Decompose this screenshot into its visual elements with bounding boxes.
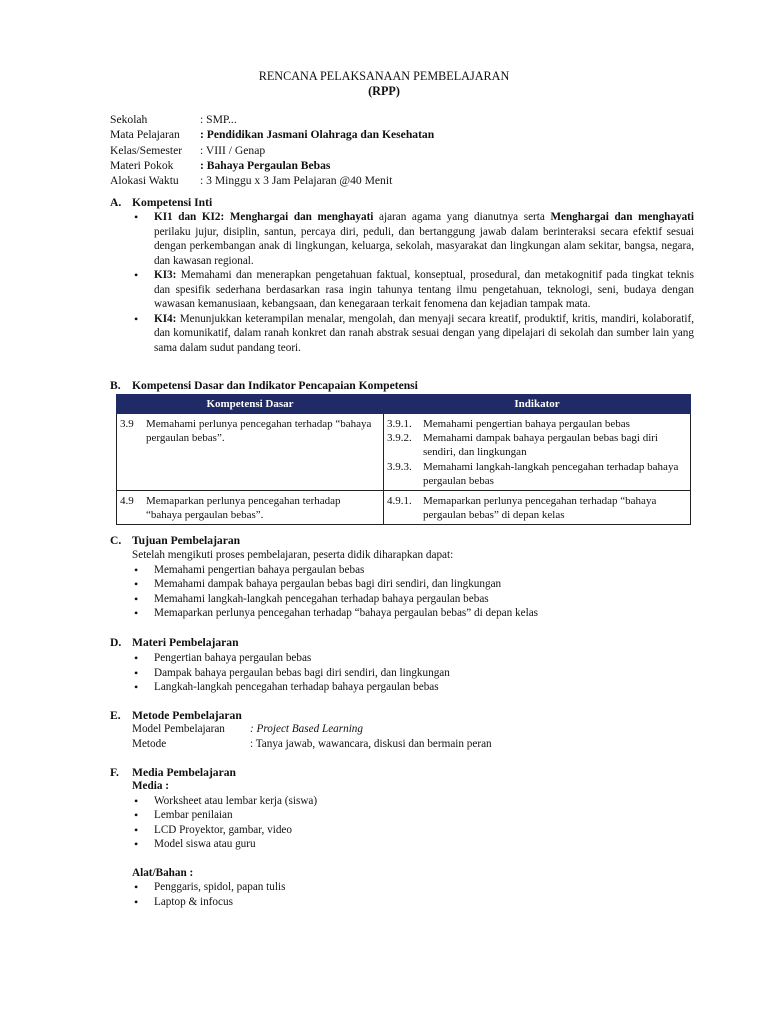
list-item: • Memahami pengertian bahaya pergaulan bebas <box>132 563 692 578</box>
model-value: : Project Based Learning <box>250 723 363 735</box>
metode-label: Metode <box>132 737 167 750</box>
list-item: • Penggaris, spidol, papan tulis <box>132 880 692 895</box>
identity-label: Kelas/Semester <box>110 143 183 157</box>
media-label: Media : <box>132 780 169 792</box>
list-item: • Dampak bahaya pergaulan bebas bagi diri sendiri, dan lingkungan <box>132 666 692 681</box>
table-row <box>117 414 691 491</box>
section-letter: F. <box>110 766 119 779</box>
section-b-heading <box>110 379 418 392</box>
document-subtitle: (RPP) <box>368 84 400 98</box>
identity-label: Sekolah <box>110 113 148 126</box>
identity-value: : VIII / Genap <box>200 143 266 157</box>
list-item: • LCD Proyektor, gambar, video <box>132 823 692 838</box>
tujuan-block <box>132 548 692 621</box>
identity-row <box>110 127 434 142</box>
section-letter: A. <box>110 196 122 209</box>
identity-row <box>110 158 434 173</box>
table-cell: 4.9 Memaparkan perlunya pencegahan terhadap “bahaya pergaulan bebas”. <box>117 491 384 525</box>
identity-table <box>110 112 434 188</box>
table-cell: 3.9 Memahami perlunya pencegahan terhadap “bahaya pergaulan bebas”. <box>117 414 384 491</box>
list-item: • Model siswa atau guru <box>132 837 692 852</box>
table-cell: 3.9.1. Memahami pengertian bahaya pergaulan bebas 3.9.2. Memahami dampak bahaya pergaulan bebas bagi diri sendiri, dan lingkungan 3.9.3. Memahami langkah-langkah pencegahan terhadap bahaya pergaulan bebas <box>384 414 691 491</box>
section-title: Metode Pembelajaran <box>132 709 242 722</box>
tujuan-intro: Setelah mengikuti proses pembelajaran, peserta didik diharapkan dapat: <box>132 549 454 561</box>
alat-label: Alat/Bahan : <box>132 866 194 879</box>
table-header-kd: Kompetensi Dasar <box>117 395 384 414</box>
media-block <box>132 779 692 909</box>
kompetensi-table <box>116 394 691 525</box>
identity-label: Alokasi Waktu <box>110 174 179 188</box>
list-item: • Pengertian bahaya pergaulan bebas <box>132 651 692 666</box>
section-letter: B. <box>110 379 121 392</box>
list-item: • KI3: Memahami dan menerapkan pengetahuan faktual, konseptual, prosedural, dan metakognitif pada tingkat teknis dan spesifik sederhana berdasarkan rasa ingin tahunya tentang ilmu pengetahuan, teknologi, seni, budaya dengan wawasan kemanusiaan, kebangsaan, dan kenegaraan terkait fenomena dan kejadian tampak mata. <box>132 268 694 312</box>
identity-value: : Bahaya Pergaulan Bebas <box>200 158 331 172</box>
table-header-indikator: Indikator <box>384 395 691 414</box>
table-cell: 4.9.1. Memaparkan perlunya pencegahan terhadap “bahaya pergaulan bebas” di depan kelas <box>384 491 691 525</box>
section-title: Kompetensi Inti <box>132 196 213 209</box>
section-d-heading <box>110 636 239 649</box>
section-a-heading <box>110 196 212 209</box>
identity-row <box>110 173 434 188</box>
document-title: RENCANA PELAKSANAAN PEMBELAJARAN <box>258 69 510 83</box>
list-item: • Langkah-langkah pencegahan terhadap bahaya pergaulan bebas <box>132 680 692 695</box>
materi-block <box>132 651 692 695</box>
identity-label: Mata Pelajaran <box>110 128 180 142</box>
section-title: Kompetensi Dasar dan Indikator Pencapaian Kompetensi <box>132 379 418 392</box>
identity-label: Materi Pokok <box>110 158 174 172</box>
list-item: • Memahami langkah-langkah pencegahan terhadap bahaya pergaulan bebas <box>132 592 692 607</box>
list-item: • Worksheet atau lembar kerja (siswa) <box>132 794 692 809</box>
section-letter: E. <box>110 709 121 722</box>
list-item: • KI4: Menunjukkan keterampilan menalar, mengolah, dan menyaji secara kreatif, produktif, kritis, mandiri, kolaboratif, dan komunikatif, dalam ranah konkret dan ranah abstrak sesuai dengan yang dipelajari di sekolah dan sumber lain yang sama dalam sudut pandang teori. <box>132 312 694 356</box>
section-c-heading <box>110 534 240 547</box>
list-item: • Laptop & infocus <box>132 895 692 910</box>
identity-value: : Pendidikan Jasmani Olahraga dan Kesehatan <box>200 128 435 142</box>
section-letter: C. <box>110 534 122 547</box>
identity-value: : SMP... <box>200 113 237 126</box>
list-item: • Memaparkan perlunya pencegahan terhadap “bahaya pergaulan bebas” di depan kelas <box>132 606 692 621</box>
metode-value: : Tanya jawab, wawancara, diskusi dan bermain peran <box>250 737 492 750</box>
section-title: Tujuan Pembelajaran <box>132 534 241 547</box>
identity-value: : 3 Minggu x 3 Jam Pelajaran @40 Menit <box>200 174 393 188</box>
section-f-heading <box>110 766 236 779</box>
list-item: • Memahami dampak bahaya pergaulan bebas bagi diri sendiri, dan lingkungan <box>132 577 692 592</box>
section-letter: D. <box>110 636 122 649</box>
list-item: • KI1 dan KI2: Menghargai dan menghayati ajaran agama yang dianutnya serta Menghargai dan menghayati perilaku jujur, disiplin, santun, percaya diri, peduli, dan bertanggung jawab dalam berinteraksi secara efektif sesuai dengan perkembangan anak di lingkungan, keluarga, sekolah, masyarakat dan lingkungan alam sekitar, bangsa, negara, dan kawasan regional. <box>132 210 694 268</box>
section-title: Materi Pembelajaran <box>132 636 239 649</box>
model-label: Model Pembelajaran <box>132 723 225 735</box>
table-row <box>117 491 691 525</box>
section-title: Media Pembelajaran <box>132 766 236 779</box>
list-item: • Lembar penilaian <box>132 808 692 823</box>
kompetensi-inti-list <box>132 210 694 355</box>
metode-block <box>132 722 692 751</box>
identity-row <box>110 112 434 127</box>
identity-row <box>110 143 434 158</box>
section-e-heading <box>110 709 242 722</box>
